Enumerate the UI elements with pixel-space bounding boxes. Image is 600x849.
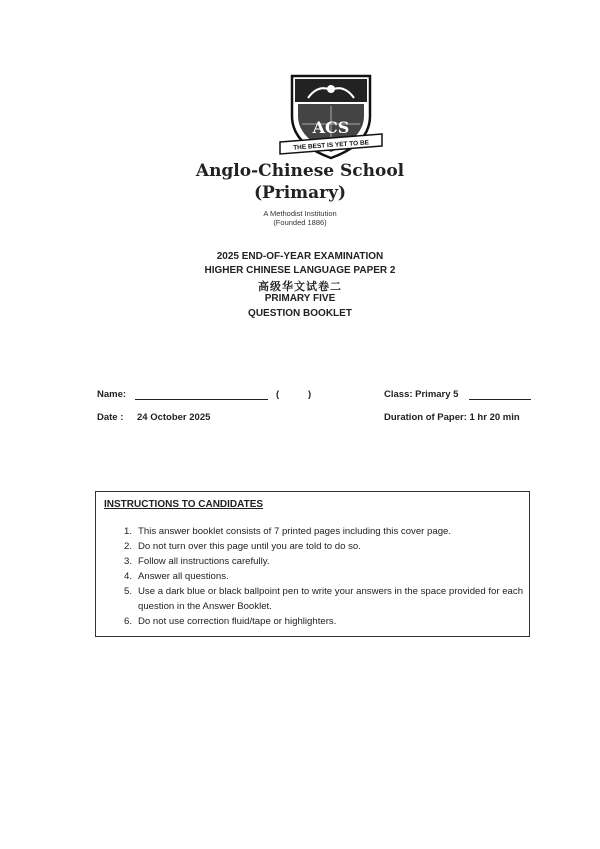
level-label: PRIMARY FIVE bbox=[264, 293, 336, 304]
date-value: 24 October 2025 bbox=[137, 412, 211, 423]
paper-title: HIGHER CHINESE LANGUAGE PAPER 2 bbox=[204, 265, 396, 276]
instruction-text: Do not use correction fluid/tape or highlighters. bbox=[138, 616, 337, 627]
instruction-number: 3. bbox=[123, 556, 132, 567]
instruction-number: 1. bbox=[123, 526, 132, 537]
name-entry-line[interactable] bbox=[135, 399, 268, 400]
instruction-item bbox=[104, 539, 524, 554]
instruction-number: 2. bbox=[123, 541, 132, 552]
name-label: Name: bbox=[97, 389, 127, 400]
instruction-text: Use a dark blue or black ballpoint pen to write your answers in the space provided for each question in the Answer Booklet. bbox=[138, 586, 524, 612]
svg-text:THE BEST IS YET TO BE: THE BEST IS YET TO BE bbox=[292, 139, 370, 152]
booklet-label: QUESTION BOOKLET bbox=[248, 308, 352, 319]
instruction-item bbox=[104, 554, 524, 569]
class-label: Class: Primary 5 bbox=[384, 389, 459, 400]
school-crest-logo bbox=[278, 72, 384, 162]
instruction-item bbox=[104, 584, 524, 614]
class-entry-line[interactable] bbox=[469, 399, 531, 400]
duration-label: Duration of Paper: 1 hr 20 min bbox=[384, 412, 520, 423]
instruction-item bbox=[104, 614, 524, 629]
instruction-item bbox=[104, 524, 524, 539]
instruction-number: 6. bbox=[123, 616, 132, 627]
instructions-list bbox=[104, 524, 524, 629]
instruction-text: Do not turn over this page until you are told to do so. bbox=[138, 541, 361, 552]
instruction-text: Follow all instructions carefully. bbox=[138, 556, 270, 567]
svg-text:ACS: ACS bbox=[312, 118, 350, 137]
institution-label: A Methodist Institution bbox=[263, 209, 337, 218]
founded-label: (Founded 1886) bbox=[273, 218, 327, 227]
instruction-item bbox=[104, 569, 524, 584]
instruction-text: Answer all questions. bbox=[138, 571, 229, 582]
school-section: (Primary) bbox=[253, 183, 347, 203]
instruction-number: 4. bbox=[123, 571, 132, 582]
register-number-close: ) bbox=[308, 389, 312, 400]
instructions-box bbox=[95, 491, 530, 637]
register-number-open: ( bbox=[276, 389, 280, 400]
instructions-title: INSTRUCTIONS TO CANDIDATES bbox=[104, 499, 264, 510]
exam-title: 2025 END-OF-YEAR EXAMINATION bbox=[216, 251, 384, 262]
instruction-text: This answer booklet consists of 7 printed pages including this cover page. bbox=[138, 526, 452, 537]
instruction-number: 5. bbox=[123, 586, 132, 597]
paper-title-chinese: 高级华文试卷二 bbox=[258, 280, 342, 293]
school-name: Anglo-Chinese School bbox=[195, 161, 405, 181]
date-label: Date : bbox=[97, 412, 124, 423]
